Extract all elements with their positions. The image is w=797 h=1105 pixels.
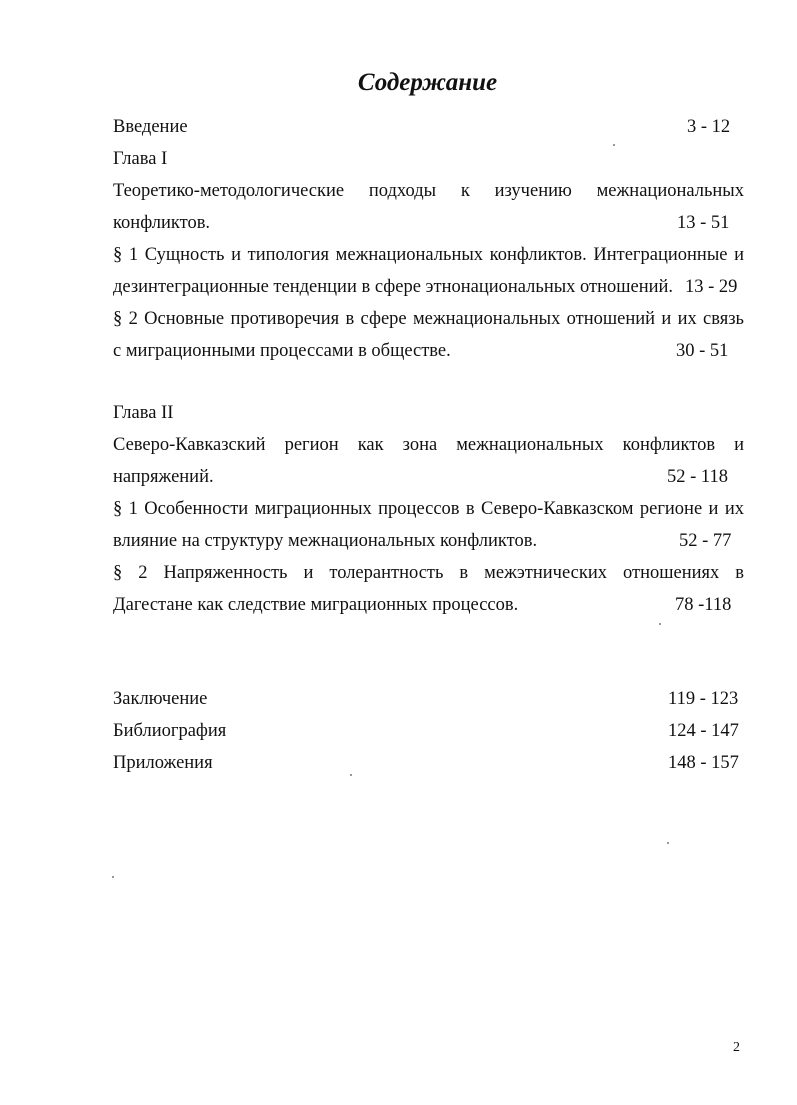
section-2-1-line-1: § 1 Особенности миграционных процессов в Северо-Кавказском регионе и их [113, 499, 744, 519]
section-2-2-line-1: § 2 Напряженность и толерантность в межэтнических отношениях в [113, 563, 744, 583]
chapter-1-title-line-1: Теоретико-методологические подходы к изучению межнациональных [113, 181, 744, 201]
toc-pages-conclusion: 119 - 123 [668, 689, 739, 709]
section-1-1-pages: 13 - 29 [685, 277, 738, 297]
section-1-1-line-2: дезинтеграционные тенденции в сфере этнонациональных отношений. [113, 277, 674, 297]
scan-speck [112, 876, 114, 878]
chapter-2-title-line-1: Северо-Кавказский регион как зона межнациональных конфликтов и [113, 435, 744, 455]
chapter-1-heading: Глава I [113, 149, 168, 169]
section-2-2-line-2: Дагестане как следствие миграционных процессов. [113, 595, 519, 615]
section-1-1-line-1: § 1 Сущность и типология межнациональных конфликтов. Интеграционные и [113, 245, 744, 265]
section-2-2-pages: 78 -118 [675, 595, 732, 615]
toc-label-conclusion: Заключение [113, 689, 208, 709]
toc-label-bibliography: Библиография [113, 721, 227, 741]
toc-label-intro: Введение [113, 117, 188, 137]
page-number: 2 [733, 1040, 740, 1055]
section-1-2-line-1: § 2 Основные противоречия в сфере межнациональных отношений и их связь [113, 309, 744, 329]
scan-speck [613, 144, 615, 146]
chapter-1-pages: 13 - 51 [677, 213, 730, 233]
chapter-2-heading: Глава II [113, 403, 174, 423]
toc-label-appendices: Приложения [113, 753, 213, 773]
scan-speck [350, 774, 352, 776]
chapter-1-title-line-2: конфликтов. [113, 213, 211, 233]
scan-speck [667, 842, 669, 844]
section-2-1-pages: 52 - 77 [679, 531, 732, 551]
scan-speck [659, 623, 661, 625]
section-1-2-line-2: с миграционными процессами в обществе. [113, 341, 451, 361]
page-title: Содержание [357, 69, 498, 96]
section-1-2-pages: 30 - 51 [676, 341, 729, 361]
section-2-1-line-2: влияние на структуру межнациональных конфликтов. [113, 531, 538, 551]
chapter-2-pages: 52 - 118 [667, 467, 728, 487]
toc-pages-bibliography: 124 - 147 [668, 721, 739, 741]
toc-pages-appendices: 148 - 157 [668, 753, 739, 773]
chapter-2-title-line-2: напряжений. [113, 467, 214, 487]
toc-pages-intro: 3 - 12 [687, 117, 731, 137]
